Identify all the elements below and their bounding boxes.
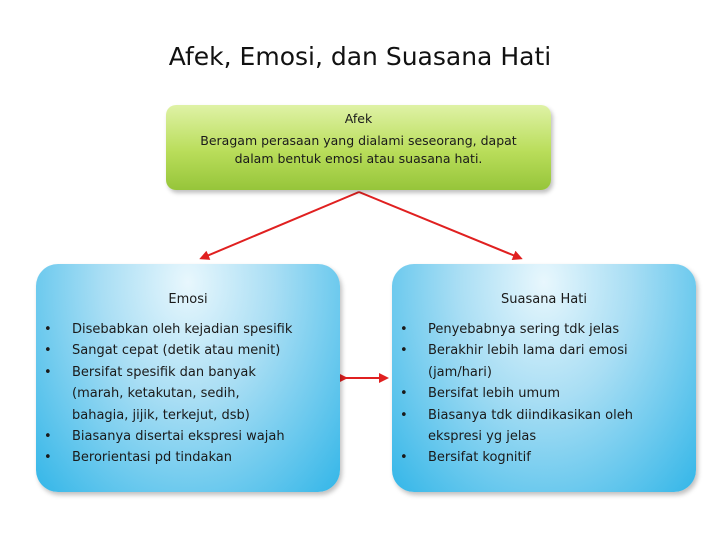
- suasana-hati-item: • Berakhir lebih lama dari emosi (jam/hari): [378, 340, 698, 383]
- suasana-hati-item: • Penyebabnya sering tdk jelas: [378, 319, 698, 340]
- suasana-hati-item: • Biasanya tdk diindikasikan oleh ekspresi yg jelas: [378, 405, 698, 448]
- afek-box: [166, 105, 551, 190]
- emosi-item: • Disebabkan oleh kejadian spesifik: [22, 319, 342, 340]
- emosi-item: • Biasanya disertai ekspresi wajah: [22, 426, 342, 447]
- suasana-hati-list: [378, 319, 698, 469]
- arrow-to-suasana-hati: [359, 192, 520, 258]
- emosi-heading: Emosi: [168, 292, 208, 307]
- suasana-hati-heading: Suasana Hati: [501, 292, 587, 307]
- emosi-list: [22, 319, 342, 469]
- emosi-item: • Sangat cepat (detik atau menit): [22, 340, 342, 361]
- afek-heading: Afek: [344, 111, 373, 126]
- page-title: Afek, Emosi, dan Suasana Hati: [168, 42, 552, 71]
- suasana-hati-item: • Bersifat lebih umum: [378, 383, 698, 404]
- suasana-hati-box: [392, 264, 696, 492]
- afek-description: Beragam perasaan yang dialami seseorang, dapat dalam bentuk emosi atau suasana hati.: [200, 133, 517, 166]
- suasana-hati-item: • Bersifat kognitif: [378, 447, 698, 468]
- emosi-item: • Bersifat spesifik dan banyak (marah, ketakutan, sedih, bahagia, jijik, terkejut, dsb): [22, 362, 342, 426]
- emosi-box: [36, 264, 340, 492]
- arrow-to-emosi: [202, 192, 359, 258]
- emosi-item: • Berorientasi pd tindakan: [22, 447, 342, 468]
